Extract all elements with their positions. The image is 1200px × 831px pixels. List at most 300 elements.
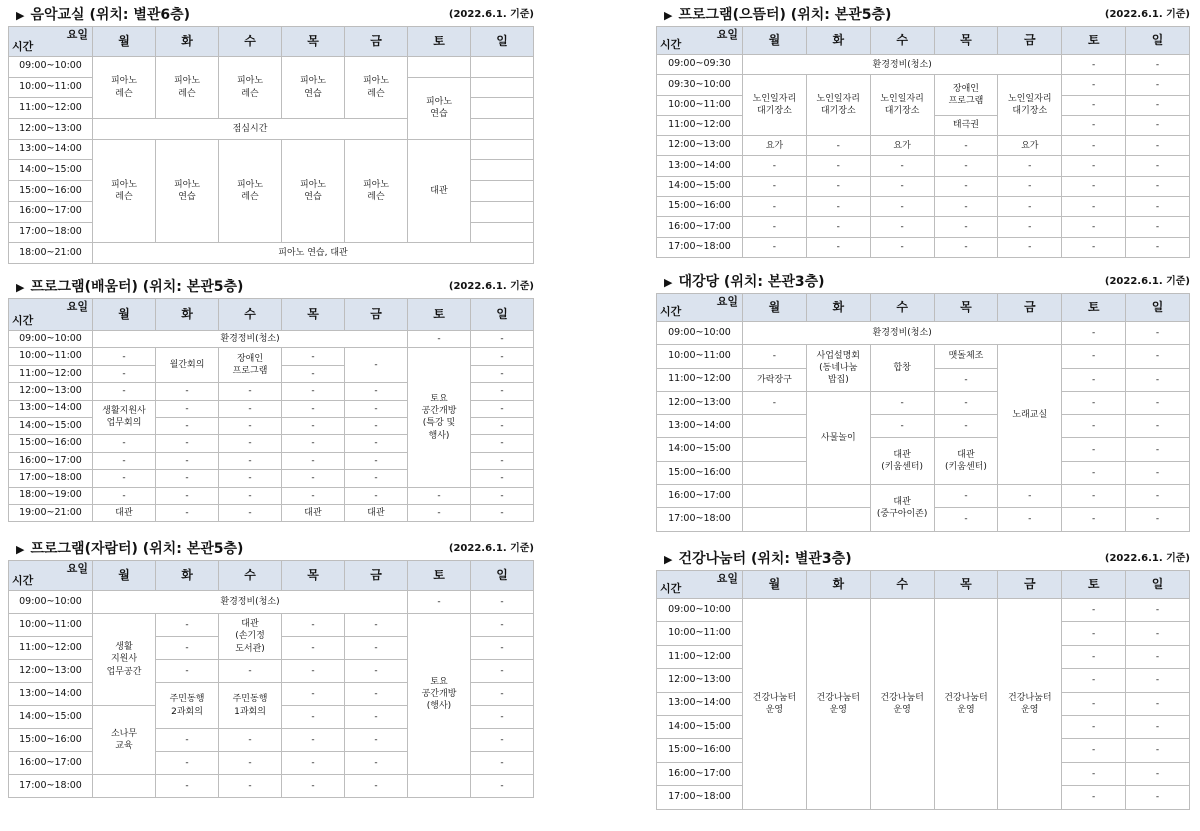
schedule-cell: 대관: [93, 504, 156, 521]
day-header: 월: [743, 294, 807, 322]
table-row: [9, 504, 534, 521]
time-slot: 11:00~12:00: [9, 98, 93, 119]
schedule-cell: -: [1126, 391, 1190, 414]
schedule-cell: 건강나눔터 운영: [998, 599, 1062, 810]
schedule-cell: -: [282, 400, 345, 417]
schedule-cell: -: [345, 435, 408, 452]
schedule-cell: -: [156, 470, 219, 487]
schedule-cell: -: [156, 660, 219, 683]
schedule-cell: -: [1062, 622, 1126, 645]
schedule-cell: -: [156, 417, 219, 434]
time-slot: 16:00~17:00: [9, 201, 93, 222]
schedule-cell: 피아노 연습: [282, 57, 345, 119]
schedule-cell: -: [471, 452, 534, 469]
schedule-cell: -: [282, 683, 345, 706]
schedule-cell: -: [1126, 739, 1190, 762]
section-title-text: 음악교실 (위치: 별관6층): [30, 7, 191, 23]
time-slot: 09:30~10:00: [657, 75, 743, 95]
schedule-cell: 피아노 레슨: [156, 57, 219, 119]
day-header: 일: [471, 299, 534, 331]
schedule-cell: 월간회의: [156, 348, 219, 383]
schedule-cell: -: [743, 391, 807, 414]
time-slot: 12:00~13:00: [9, 383, 93, 400]
schedule-table: [656, 26, 1190, 258]
time-slot: 17:00~18:00: [9, 222, 93, 243]
schedule-cell: -: [219, 400, 282, 417]
day-header: 수: [870, 294, 934, 322]
schedule-cell: -: [934, 237, 998, 257]
schedule-cell: 소나무 교육: [93, 706, 156, 775]
schedule-cell: [743, 508, 807, 531]
time-slot: 09:00~10:00: [657, 322, 743, 345]
schedule-cell: -: [93, 383, 156, 400]
time-slot: 09:00~10:00: [9, 57, 93, 78]
schedule-cell: -: [1062, 322, 1126, 345]
schedule-cell: -: [156, 614, 219, 637]
schedule-cell: -: [156, 435, 219, 452]
time-slot: 14:00~15:00: [9, 160, 93, 181]
schedule-cell: 피아노 레슨: [345, 57, 408, 119]
triangle-bullet-icon: ▶: [16, 9, 25, 22]
schedule-cell: 노인일자리 대기장소: [743, 75, 807, 136]
schedule-cell: -: [1126, 75, 1190, 95]
schedule-cell: -: [1062, 156, 1126, 176]
schedule-table: [8, 26, 534, 264]
schedule-cell: 노래교실: [998, 345, 1062, 485]
table-row: [657, 176, 1190, 196]
schedule-cell: -: [998, 217, 1062, 237]
schedule-section-jaram: [8, 538, 534, 798]
schedule-cell: -: [1126, 322, 1190, 345]
time-slot: 15:00~16:00: [9, 181, 93, 202]
header-corner: [657, 571, 743, 599]
schedule-cell: -: [1062, 197, 1126, 217]
schedule-cell: [471, 139, 534, 160]
schedule-cell: 대관: [408, 139, 471, 242]
time-slot: 17:00~18:00: [9, 470, 93, 487]
table-row: [657, 217, 1190, 237]
schedule-cell: -: [219, 470, 282, 487]
schedule-cell: 대관 (손기정 도서관): [219, 614, 282, 660]
schedule-cell: -: [345, 487, 408, 504]
time-slot: 09:00~10:00: [657, 599, 743, 622]
table-row: [657, 237, 1190, 257]
schedule-cell: -: [345, 400, 408, 417]
schedule-cell: -: [998, 508, 1062, 531]
day-header: 목: [934, 571, 998, 599]
schedule-cell: 사물놀이: [806, 391, 870, 484]
day-header: 금: [345, 27, 408, 57]
schedule-cell: -: [934, 391, 998, 414]
schedule-cell: -: [156, 637, 219, 660]
table-row: [657, 136, 1190, 156]
schedule-cell: 대관: [345, 504, 408, 521]
schedule-cell: 대관 (키움센터): [934, 438, 998, 485]
schedule-cell: -: [934, 415, 998, 438]
schedule-cell: -: [156, 504, 219, 521]
schedule-cell: [471, 160, 534, 181]
schedule-cell: -: [282, 637, 345, 660]
day-header: 수: [870, 571, 934, 599]
reference-date: (2022.6.1. 기준): [1104, 9, 1190, 20]
time-slot: 15:00~16:00: [657, 461, 743, 484]
schedule-cell: -: [1126, 786, 1190, 809]
schedule-cell: -: [156, 400, 219, 417]
schedule-cell: -: [1126, 217, 1190, 237]
schedule-cell: -: [219, 775, 282, 798]
reference-date: (2022.6.1. 기준): [1104, 553, 1190, 564]
schedule-cell: 점심시간: [93, 119, 408, 140]
time-slot: 18:00~19:00: [9, 487, 93, 504]
schedule-cell: -: [345, 775, 408, 798]
time-slot: 17:00~18:00: [657, 786, 743, 809]
time-slot: 17:00~18:00: [657, 508, 743, 531]
schedule-cell: -: [471, 752, 534, 775]
table-row: [657, 485, 1190, 508]
time-slot: 13:00~14:00: [657, 692, 743, 715]
schedule-cell: -: [471, 637, 534, 660]
time-slot: 09:00~10:00: [9, 331, 93, 348]
time-slot: 15:00~16:00: [9, 729, 93, 752]
schedule-cell: 노인일자리 대기장소: [998, 75, 1062, 136]
table-row: [657, 345, 1190, 368]
schedule-cell: -: [870, 415, 934, 438]
schedule-cell: [471, 201, 534, 222]
schedule-cell: 요가: [743, 136, 807, 156]
schedule-cell: -: [1126, 692, 1190, 715]
table-row: [657, 322, 1190, 345]
schedule-cell: -: [1062, 508, 1126, 531]
schedule-cell: -: [345, 729, 408, 752]
schedule-cell: -: [870, 217, 934, 237]
schedule-cell: -: [471, 706, 534, 729]
time-slot: 14:00~15:00: [9, 706, 93, 729]
time-slot: 09:00~09:30: [657, 55, 743, 75]
time-slot: 13:00~14:00: [657, 415, 743, 438]
schedule-cell: -: [471, 383, 534, 400]
day-header: 목: [934, 27, 998, 55]
table-row: [9, 614, 534, 637]
reference-date: (2022.6.1. 기준): [448, 543, 534, 554]
schedule-cell: -: [408, 504, 471, 521]
schedule-cell: 피아노 연습: [282, 139, 345, 242]
schedule-cell: -: [934, 136, 998, 156]
schedule-cell: 생활 지원사 업무공간: [93, 614, 156, 706]
schedule-cell: -: [282, 470, 345, 487]
day-header: 화: [806, 571, 870, 599]
time-header-label: 시간: [660, 582, 682, 596]
schedule-cell: 생활지원사 업무회의: [93, 400, 156, 435]
schedule-cell: -: [806, 136, 870, 156]
schedule-cell: -: [1062, 237, 1126, 257]
schedule-cell: -: [1126, 415, 1190, 438]
table-row: [657, 438, 1190, 461]
day-header: 금: [998, 27, 1062, 55]
day-header: 수: [219, 299, 282, 331]
time-slot: 18:00~21:00: [9, 243, 93, 264]
schedule-cell: -: [934, 368, 998, 391]
schedule-cell: -: [998, 156, 1062, 176]
schedule-cell: -: [471, 487, 534, 504]
schedule-section-eutteum: [656, 4, 1190, 258]
table-row: [9, 775, 534, 798]
section-title-text: 프로그램(으뜸터) (위치: 본관5층): [678, 7, 892, 23]
schedule-cell: 노인일자리 대기장소: [806, 75, 870, 136]
schedule-cell: -: [1126, 136, 1190, 156]
time-slot: 10:00~11:00: [657, 345, 743, 368]
time-slot: 14:00~15:00: [657, 176, 743, 196]
schedule-cell: 대관 (키움센터): [870, 438, 934, 485]
schedule-cell: -: [934, 176, 998, 196]
schedule-cell: [806, 485, 870, 508]
section-title-text: 대강당 (위치: 본관3층): [678, 274, 825, 290]
schedule-cell: 피아노 연습: [156, 139, 219, 242]
schedule-cell: -: [471, 331, 534, 348]
schedule-cell: -: [471, 775, 534, 798]
day-header: 월: [93, 299, 156, 331]
day-header: 월: [93, 561, 156, 591]
schedule-cell: 건강나눔터 운영: [870, 599, 934, 810]
schedule-cell: -: [219, 660, 282, 683]
schedule-cell: -: [743, 197, 807, 217]
section-title: [16, 276, 534, 298]
schedule-cell: 건강나눔터 운영: [806, 599, 870, 810]
header-corner: [9, 299, 93, 331]
time-slot: 09:00~10:00: [9, 591, 93, 614]
schedule-cell: [743, 415, 807, 438]
schedule-cell: 피아노 레슨: [93, 57, 156, 119]
day-header: 토: [408, 27, 471, 57]
table-row: [9, 57, 534, 78]
time-slot: 12:00~13:00: [657, 669, 743, 692]
schedule-cell: -: [1062, 485, 1126, 508]
time-slot: 11:00~12:00: [657, 368, 743, 391]
schedule-cell: -: [1126, 645, 1190, 668]
day-header: 일: [471, 561, 534, 591]
schedule-cell: -: [1126, 237, 1190, 257]
time-slot: 15:00~16:00: [657, 197, 743, 217]
schedule-cell: -: [219, 729, 282, 752]
schedule-cell: -: [1126, 55, 1190, 75]
header-corner: [9, 561, 93, 591]
schedule-cell: -: [156, 452, 219, 469]
schedule-cell: -: [1126, 461, 1190, 484]
schedule-cell: -: [282, 775, 345, 798]
schedule-cell: -: [934, 485, 998, 508]
schedule-cell: 환경정비(청소): [743, 322, 1062, 345]
schedule-cell: 환경정비(청소): [93, 591, 408, 614]
schedule-cell: 토요 공간개방 (특강 및 행사): [408, 348, 471, 487]
schedule-cell: -: [219, 435, 282, 452]
schedule-cell: -: [282, 383, 345, 400]
schedule-cell: [471, 57, 534, 78]
schedule-cell: -: [345, 383, 408, 400]
schedule-cell: -: [345, 452, 408, 469]
schedule-cell: 주민동행 2과회의: [156, 683, 219, 729]
schedule-cell: -: [806, 217, 870, 237]
schedule-cell: -: [1126, 95, 1190, 115]
section-title: [16, 4, 534, 26]
schedule-cell: [471, 181, 534, 202]
schedule-cell: -: [471, 417, 534, 434]
time-slot: 11:00~12:00: [657, 645, 743, 668]
schedule-cell: -: [1126, 438, 1190, 461]
schedule-cell: -: [1062, 368, 1126, 391]
day-header: 일: [1126, 27, 1190, 55]
day-header: 금: [998, 294, 1062, 322]
day-header: 화: [156, 561, 219, 591]
time-slot: 10:00~11:00: [657, 95, 743, 115]
section-title: [664, 548, 1190, 570]
schedule-cell: -: [998, 197, 1062, 217]
day-header: 금: [998, 571, 1062, 599]
time-slot: 16:00~17:00: [9, 752, 93, 775]
schedule-cell: -: [998, 485, 1062, 508]
schedule-cell: -: [1062, 645, 1126, 668]
schedule-cell: -: [1062, 692, 1126, 715]
day-header-label: 요일: [66, 28, 88, 41]
schedule-cell: -: [345, 614, 408, 637]
schedule-cell: 환경정비(청소): [93, 331, 408, 348]
section-title-text: 건강나눔터 (위치: 별관3층): [678, 551, 852, 567]
time-slot: 14:00~15:00: [657, 715, 743, 738]
schedule-cell: -: [282, 660, 345, 683]
schedule-cell: -: [282, 487, 345, 504]
schedule-section-baeum: [8, 276, 534, 522]
schedule-cell: -: [743, 237, 807, 257]
time-slot: 15:00~16:00: [657, 739, 743, 762]
schedule-cell: -: [743, 345, 807, 368]
time-slot: 15:00~16:00: [9, 435, 93, 452]
day-header: 수: [219, 27, 282, 57]
day-header: 토: [1062, 571, 1126, 599]
schedule-cell: -: [1126, 669, 1190, 692]
time-slot: 13:00~14:00: [9, 139, 93, 160]
time-slot: 14:00~15:00: [657, 438, 743, 461]
schedule-cell: -: [1062, 599, 1126, 622]
schedule-section-hall: [656, 271, 1190, 532]
time-slot: 17:00~18:00: [657, 237, 743, 257]
day-header: 목: [282, 561, 345, 591]
time-header-label: 시간: [12, 574, 34, 588]
schedule-cell: -: [1062, 739, 1126, 762]
schedule-cell: -: [219, 487, 282, 504]
schedule-cell: 주민동행 1과회의: [219, 683, 282, 729]
schedule-cell: -: [471, 435, 534, 452]
schedule-cell: -: [408, 591, 471, 614]
schedule-table: [656, 293, 1190, 532]
schedule-cell: -: [1126, 197, 1190, 217]
time-slot: 13:00~14:00: [657, 156, 743, 176]
schedule-cell: -: [471, 683, 534, 706]
schedule-cell: [471, 98, 534, 119]
schedule-cell: 피아노 연습: [408, 77, 471, 139]
schedule-cell: -: [1062, 391, 1126, 414]
schedule-cell: 건강나눔터 운영: [743, 599, 807, 810]
schedule-cell: -: [1062, 669, 1126, 692]
schedule-cell: -: [806, 237, 870, 257]
schedule-table: [656, 570, 1190, 810]
schedule-cell: -: [1062, 438, 1126, 461]
schedule-cell: 대관 (중구아이존): [870, 485, 934, 532]
schedule-cell: -: [870, 176, 934, 196]
schedule-cell: [471, 119, 534, 140]
schedule-cell: -: [1062, 715, 1126, 738]
schedule-cell: -: [1126, 715, 1190, 738]
schedule-cell: -: [870, 237, 934, 257]
schedule-cell: -: [471, 365, 534, 382]
schedule-cell: 대관: [282, 504, 345, 521]
schedule-cell: -: [219, 383, 282, 400]
schedule-cell: -: [1126, 156, 1190, 176]
schedule-cell: -: [471, 470, 534, 487]
time-slot: 10:00~11:00: [9, 348, 93, 365]
triangle-bullet-icon: ▶: [664, 9, 673, 22]
time-slot: 10:00~11:00: [9, 77, 93, 98]
day-header: 토: [1062, 27, 1126, 55]
header-corner: [657, 27, 743, 55]
schedule-cell: 맷돌체조: [934, 345, 998, 368]
schedule-cell: -: [998, 176, 1062, 196]
schedule-cell: -: [1062, 115, 1126, 135]
schedule-cell: -: [282, 417, 345, 434]
day-header-label: 요일: [716, 295, 738, 308]
schedule-cell: -: [1062, 415, 1126, 438]
schedule-cell: -: [806, 156, 870, 176]
time-slot: 12:00~13:00: [657, 391, 743, 414]
schedule-cell: -: [471, 591, 534, 614]
schedule-cell: 합창: [870, 345, 934, 392]
schedule-cell: 사업설명회 (동네나눔 밥집): [806, 345, 870, 392]
time-slot: 16:00~17:00: [657, 485, 743, 508]
schedule-cell: -: [156, 729, 219, 752]
triangle-bullet-icon: ▶: [664, 553, 673, 566]
schedule-cell: -: [1062, 95, 1126, 115]
section-title-text: 프로그램(배움터) (위치: 본관5층): [30, 279, 244, 295]
day-header: 토: [1062, 294, 1126, 322]
time-slot: 19:00~21:00: [9, 504, 93, 521]
day-header: 화: [806, 294, 870, 322]
table-row: [9, 591, 534, 614]
schedule-cell: 노인일자리 대기장소: [870, 75, 934, 136]
schedule-cell: -: [934, 508, 998, 531]
schedule-cell: -: [282, 752, 345, 775]
schedule-cell: 요가: [870, 136, 934, 156]
day-header: 목: [282, 27, 345, 57]
schedule-cell: 피아노 레슨: [345, 139, 408, 242]
day-header: 화: [806, 27, 870, 55]
schedule-cell: -: [156, 752, 219, 775]
schedule-cell: -: [1062, 762, 1126, 785]
schedule-cell: -: [282, 452, 345, 469]
schedule-cell: -: [870, 391, 934, 414]
day-header-label: 요일: [716, 572, 738, 585]
time-slot: 16:00~17:00: [657, 217, 743, 237]
schedule-cell: 요가: [998, 136, 1062, 156]
schedule-cell: -: [219, 452, 282, 469]
time-header-label: 시간: [660, 305, 682, 319]
schedule-cell: -: [471, 660, 534, 683]
reference-date: (2022.6.1. 기준): [448, 9, 534, 20]
schedule-cell: -: [934, 197, 998, 217]
schedule-cell: -: [282, 435, 345, 452]
schedule-cell: -: [345, 637, 408, 660]
schedule-cell: 피아노 레슨: [219, 57, 282, 119]
schedule-cell: -: [471, 729, 534, 752]
schedule-cell: -: [1062, 461, 1126, 484]
day-header: 수: [870, 27, 934, 55]
schedule-cell: 장애인 프로그램: [219, 348, 282, 383]
